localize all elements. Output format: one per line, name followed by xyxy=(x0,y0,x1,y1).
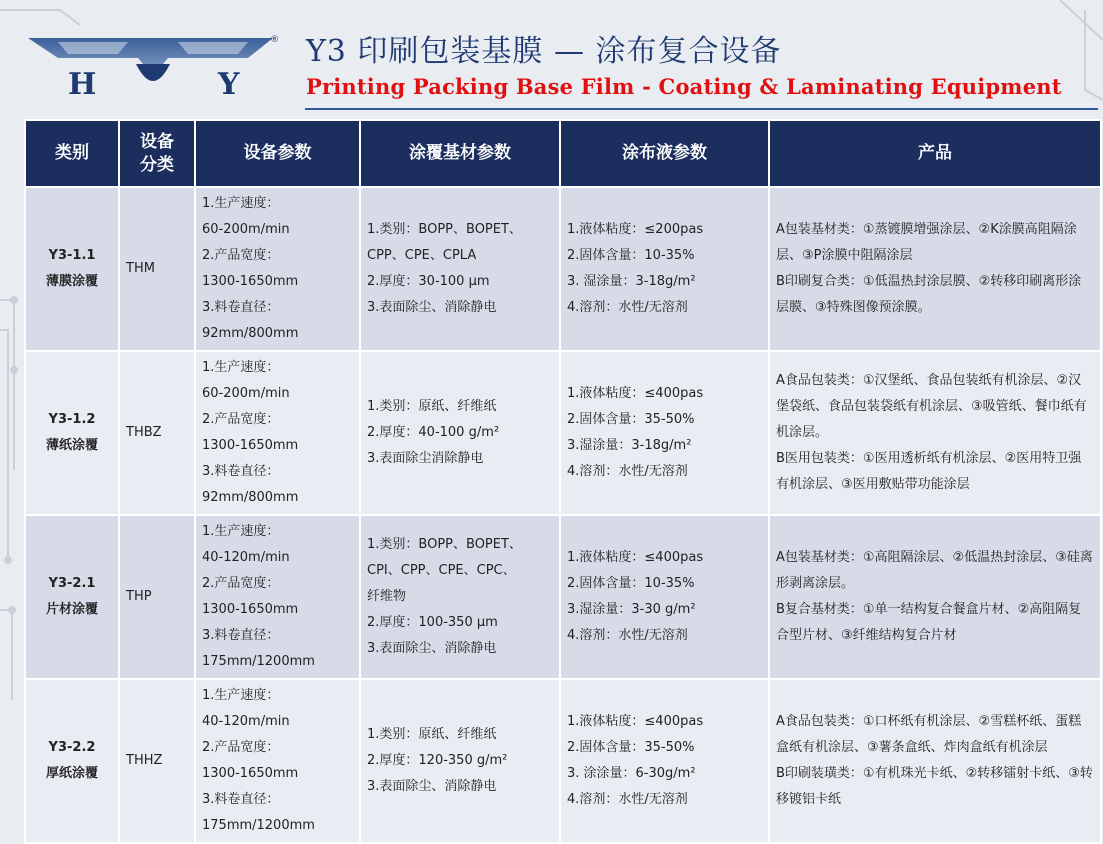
cell-line: 1.类别：BOPP、BOPET、 xyxy=(367,537,522,552)
logo-letter-h: H xyxy=(68,67,97,102)
cell-line: 3.表面除尘消除静电 xyxy=(367,451,484,466)
equipment-params-cell xyxy=(195,187,360,351)
substrate-params-cell xyxy=(360,515,560,679)
cell-line: B印刷装璜类：①有机珠光卡纸、②转移镭射卡纸、③转移镀铝卡纸 xyxy=(776,766,1093,807)
cell-line: 2.产品宽度： xyxy=(202,412,280,427)
cell-line: 2.固体含量：10-35% xyxy=(567,248,695,263)
cell-line: 3.料卷直径： xyxy=(202,628,280,643)
table-row xyxy=(25,515,1101,679)
category-cell xyxy=(25,515,119,679)
cell-line: 薄纸涂覆 xyxy=(45,438,98,453)
cell-line: Y3-2.1 xyxy=(48,576,96,591)
cell-line: A包装基材类：①高阻隔涂层、②低温热封涂层、③硅离形剥离涂层。 xyxy=(776,550,1093,591)
products-cell xyxy=(769,515,1101,679)
page-title: Y3 印刷包装基膜 — 涂布复合设备 xyxy=(306,34,782,69)
header-products: 产品 xyxy=(769,120,1101,187)
title-divider xyxy=(305,108,1098,110)
cell-line: 1.生产速度： xyxy=(202,524,280,539)
cell-line: 1.液体粘度：≤400pas xyxy=(567,714,704,729)
header-category: 类别 xyxy=(25,120,119,187)
cell-line: 1.类别：原纸、纤维纸 xyxy=(367,399,497,414)
cell-line: 1.类别：BOPP、BOPET、 xyxy=(367,222,522,237)
category-cell xyxy=(25,351,119,515)
cell-line: 3.表面除尘、消除静电 xyxy=(367,300,497,315)
cell-line: 3.表面除尘、消除静电 xyxy=(367,779,497,794)
equipment-class-cell: THM xyxy=(119,187,195,351)
category-cell xyxy=(25,679,119,843)
liquid-params-cell xyxy=(560,679,769,843)
cell-line: 3.表面除尘、消除静电 xyxy=(367,641,497,656)
cell-line: 3.湿涂量：3-30 g/m² xyxy=(567,602,696,617)
cell-line: 3. 湿涂量：3-18g/m² xyxy=(567,274,696,289)
equipment-spec-table xyxy=(24,119,1102,844)
header-substrate-params: 涂覆基材参数 xyxy=(360,120,560,187)
table-row xyxy=(25,351,1101,515)
cell-line: 40-120m/min xyxy=(202,550,290,565)
cell-line: Y3-1.1 xyxy=(48,248,96,263)
cell-line: 片材涂覆 xyxy=(45,602,98,617)
category-cell xyxy=(25,187,119,351)
header-liquid-params: 涂布液参数 xyxy=(560,120,769,187)
page-subtitle-english: Printing Packing Base Film - Coating & Laminating Equipment xyxy=(306,74,1062,99)
liquid-params-cell xyxy=(560,515,769,679)
substrate-params-cell xyxy=(360,351,560,515)
cell-line: 175mm/1200mm xyxy=(202,654,315,669)
equipment-params-cell xyxy=(195,679,360,843)
header-equipment-params: 设备参数 xyxy=(195,120,360,187)
table-row xyxy=(25,679,1101,843)
liquid-params-cell xyxy=(560,351,769,515)
cell-line: 4.溶剂：水性/无溶剂 xyxy=(567,792,688,807)
cell-line: 1.生产速度： xyxy=(202,360,280,375)
equipment-class-cell: THBZ xyxy=(119,351,195,515)
equipment-class-cell: THP xyxy=(119,515,195,679)
cell-line: 3. 涂涂量：6-30g/m² xyxy=(567,766,696,781)
cell-line: CPP、CPE、CPLA xyxy=(367,248,477,263)
cell-line: B印刷复合类：①低温热封涂层膜、②转移印刷离形涂层膜、③特殊图像预涂膜。 xyxy=(776,274,1082,315)
cell-line: 1300-1650mm xyxy=(202,438,299,453)
cell-line: 2.厚度：100-350 μm xyxy=(367,615,498,630)
cell-line: Y3-1.2 xyxy=(48,412,96,427)
cell-line: A食品包装类：①口杯纸有机涂层、②雪糕杯纸、蛋糕盒纸有机涂层、③薯条盒纸、炸肉盒纸有机涂层 xyxy=(776,714,1082,755)
cell-line: 1.类别：原纸、纤维纸 xyxy=(367,727,497,742)
cell-line: 40-120m/min xyxy=(202,714,290,729)
cell-line: 3.料卷直径： xyxy=(202,464,280,479)
products-cell xyxy=(769,679,1101,843)
hy-logo xyxy=(18,28,288,108)
cell-line: 1300-1650mm xyxy=(202,766,299,781)
cell-line: A包装基材类：①蒸镀膜增强涂层、②K涂膜高阻隔涂层、③P涂膜中阻隔涂层 xyxy=(776,222,1077,263)
cell-line: 2.厚度：40-100 g/m² xyxy=(367,425,500,440)
cell-line: 4.溶剂：水性/无溶剂 xyxy=(567,628,688,643)
cell-line: 60-200m/min xyxy=(202,222,290,237)
cell-line: 2.固体含量：10-35% xyxy=(567,576,695,591)
cell-line: 4.溶剂：水性/无溶剂 xyxy=(567,464,688,479)
cell-line: 1.生产速度： xyxy=(202,196,280,211)
registered-mark: ® xyxy=(270,35,279,45)
table-row xyxy=(25,187,1101,351)
substrate-params-cell xyxy=(360,187,560,351)
cell-line: 2.厚度：120-350 g/m² xyxy=(367,753,508,768)
liquid-params-cell xyxy=(560,187,769,351)
cell-line: 2.厚度：30-100 μm xyxy=(367,274,490,289)
cell-line: 92mm/800mm xyxy=(202,326,299,341)
cell-line: 纤维物 xyxy=(367,589,407,604)
substrate-params-cell xyxy=(360,679,560,843)
cell-line: 2.固体含量：35-50% xyxy=(567,740,695,755)
cell-line: 1.生产速度： xyxy=(202,688,280,703)
header-equipment-class: 设备 分类 xyxy=(119,120,195,187)
cell-line: 2.产品宽度： xyxy=(202,576,280,591)
cell-line: 厚纸涂覆 xyxy=(45,766,98,781)
cell-line: 92mm/800mm xyxy=(202,490,299,505)
cell-line: 4.溶剂：水性/无溶剂 xyxy=(567,300,688,315)
cell-line: 1.液体粘度：≤400pas xyxy=(567,386,704,401)
cell-line: 2.产品宽度： xyxy=(202,248,280,263)
cell-line: 3.料卷直径： xyxy=(202,792,280,807)
cell-line: Y3-2.2 xyxy=(48,740,96,755)
products-cell xyxy=(769,351,1101,515)
cell-line: CPI、CPP、CPE、CPC、 xyxy=(367,563,516,578)
cell-line: 1.液体粘度：≤400pas xyxy=(567,550,704,565)
cell-line: 175mm/1200mm xyxy=(202,818,315,833)
cell-line: 3.料卷直径： xyxy=(202,300,280,315)
logo-letter-y: Y xyxy=(218,67,240,102)
equipment-params-cell xyxy=(195,351,360,515)
cell-line: 2.产品宽度： xyxy=(202,740,280,755)
cell-line: 1300-1650mm xyxy=(202,274,299,289)
cell-line: 薄膜涂覆 xyxy=(45,274,98,289)
cell-line: A食品包装类：①汉堡纸、食品包装纸有机涂层、②汉堡袋纸、食品包装袋纸有机涂层、③吸管纸、餐巾纸有机涂层。 xyxy=(776,373,1087,440)
equipment-params-cell xyxy=(195,515,360,679)
cell-line: 2.固体含量：35-50% xyxy=(567,412,695,427)
table-header-row xyxy=(25,120,1101,187)
cell-line: 1300-1650mm xyxy=(202,602,299,617)
equipment-class-cell: THHZ xyxy=(119,679,195,843)
cell-line: B复合基材类：①单一结构复合餐盒片材、②高阻隔复合型片材、③纤维结构复合片材 xyxy=(776,602,1082,643)
cell-line: 60-200m/min xyxy=(202,386,290,401)
cell-line: 3.湿涂量：3-18g/m² xyxy=(567,438,692,453)
cell-line: 1.液体粘度：≤200pas xyxy=(567,222,704,237)
products-cell xyxy=(769,187,1101,351)
cell-line: B医用包装类：①医用透析纸有机涂层、②医用特卫强有机涂层、③医用敷贴带功能涂层 xyxy=(776,451,1082,492)
